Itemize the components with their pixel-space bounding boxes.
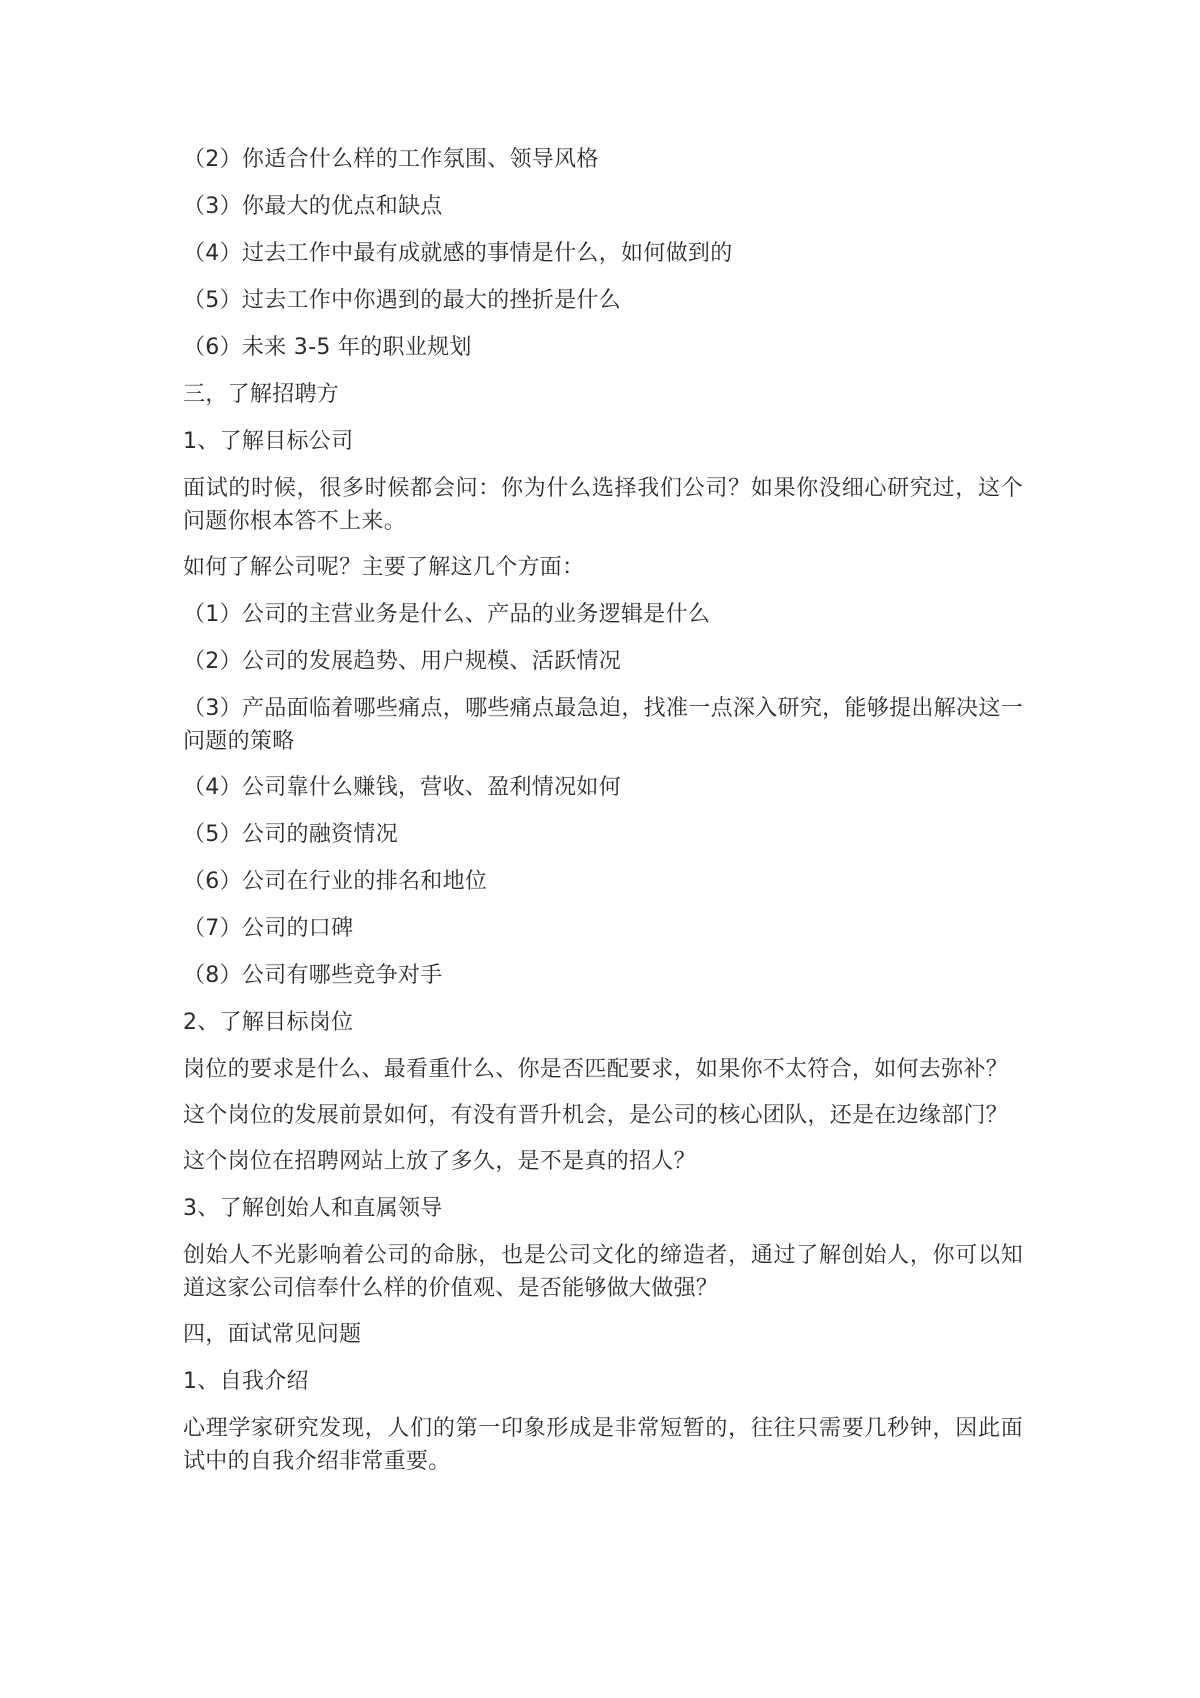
- paragraph-position-prospects: 这个岗位的发展前景如何，有没有晋升机会，是公司的核心团队，还是在边缘部门？: [183, 1103, 1009, 1128]
- subheading-founder-leader: 3、了解创始人和直属领导: [183, 1196, 443, 1221]
- paragraph-why-our-company: 面试的时候，很多时候都会问：你为什么选择我们公司？如果你没细心研究过，这个问题你根本答不上来。: [183, 476, 1023, 534]
- paragraph-posting-duration: 这个岗位在招聘网站上放了多久，是不是真的招人？: [183, 1149, 696, 1174]
- list-item-reputation: （7）公司的口碑: [183, 916, 354, 941]
- paragraph-first-impression: 心理学家研究发现，人们的第一印象形成是非常短暂的，往往只需要几秒钟，因此面试中的自我介绍非常重要。: [183, 1416, 1023, 1474]
- list-item-career-plan: （6）未来 3-5 年的职业规划: [183, 335, 472, 360]
- paragraph-how-to-know-company: 如何了解公司呢？主要了解这几个方面：: [183, 555, 585, 580]
- list-item-financing: （5）公司的融资情况: [183, 822, 398, 847]
- list-item-industry-ranking: （6）公司在行业的排名和地位: [183, 869, 488, 894]
- list-item-competitors: （8）公司有哪些竞争对手: [183, 963, 443, 988]
- section-heading-common-questions: 四，面试常见问题: [183, 1322, 362, 1347]
- list-item-setback: （5）过去工作中你遇到的最大的挫折是什么: [183, 288, 621, 313]
- subheading-target-company: 1、了解目标公司: [183, 429, 354, 454]
- paragraph-position-requirements: 岗位的要求是什么、最看重什么、你是否匹配要求，如果你不太符合，如何去弥补？: [183, 1057, 1009, 1082]
- list-item-revenue: （4）公司靠什么赚钱，营收、盈利情况如何: [183, 775, 621, 800]
- section-heading-know-employer: 三，了解招聘方: [183, 382, 340, 407]
- subheading-target-position: 2、了解目标岗位: [183, 1010, 354, 1035]
- paragraph-founder-influence: 创始人不光影响着公司的命脉，也是公司文化的缔造者，通过了解创始人，你可以知道这家公司信奉什么样的价值观、是否能够做大做强？: [183, 1243, 1023, 1301]
- document-body: [183, 143, 1023, 1491]
- list-item-strengths-weaknesses: （3）你最大的优点和缺点: [183, 194, 443, 219]
- list-item-work-atmosphere: （2）你适合什么样的工作氛围、领导风格: [183, 147, 599, 172]
- list-item-main-business: （1）公司的主营业务是什么、产品的业务逻辑是什么: [183, 602, 711, 627]
- list-item-achievement: （4）过去工作中最有成就感的事情是什么，如何做到的: [183, 241, 733, 266]
- list-item-pain-points: （3）产品面临着哪些痛点，哪些痛点最急迫，找准一点深入研究，能够提出解决这一问题的策略: [183, 696, 1023, 754]
- list-item-development-trend: （2）公司的发展趋势、用户规模、活跃情况: [183, 649, 621, 674]
- subheading-self-introduction: 1、自我介绍: [183, 1369, 309, 1394]
